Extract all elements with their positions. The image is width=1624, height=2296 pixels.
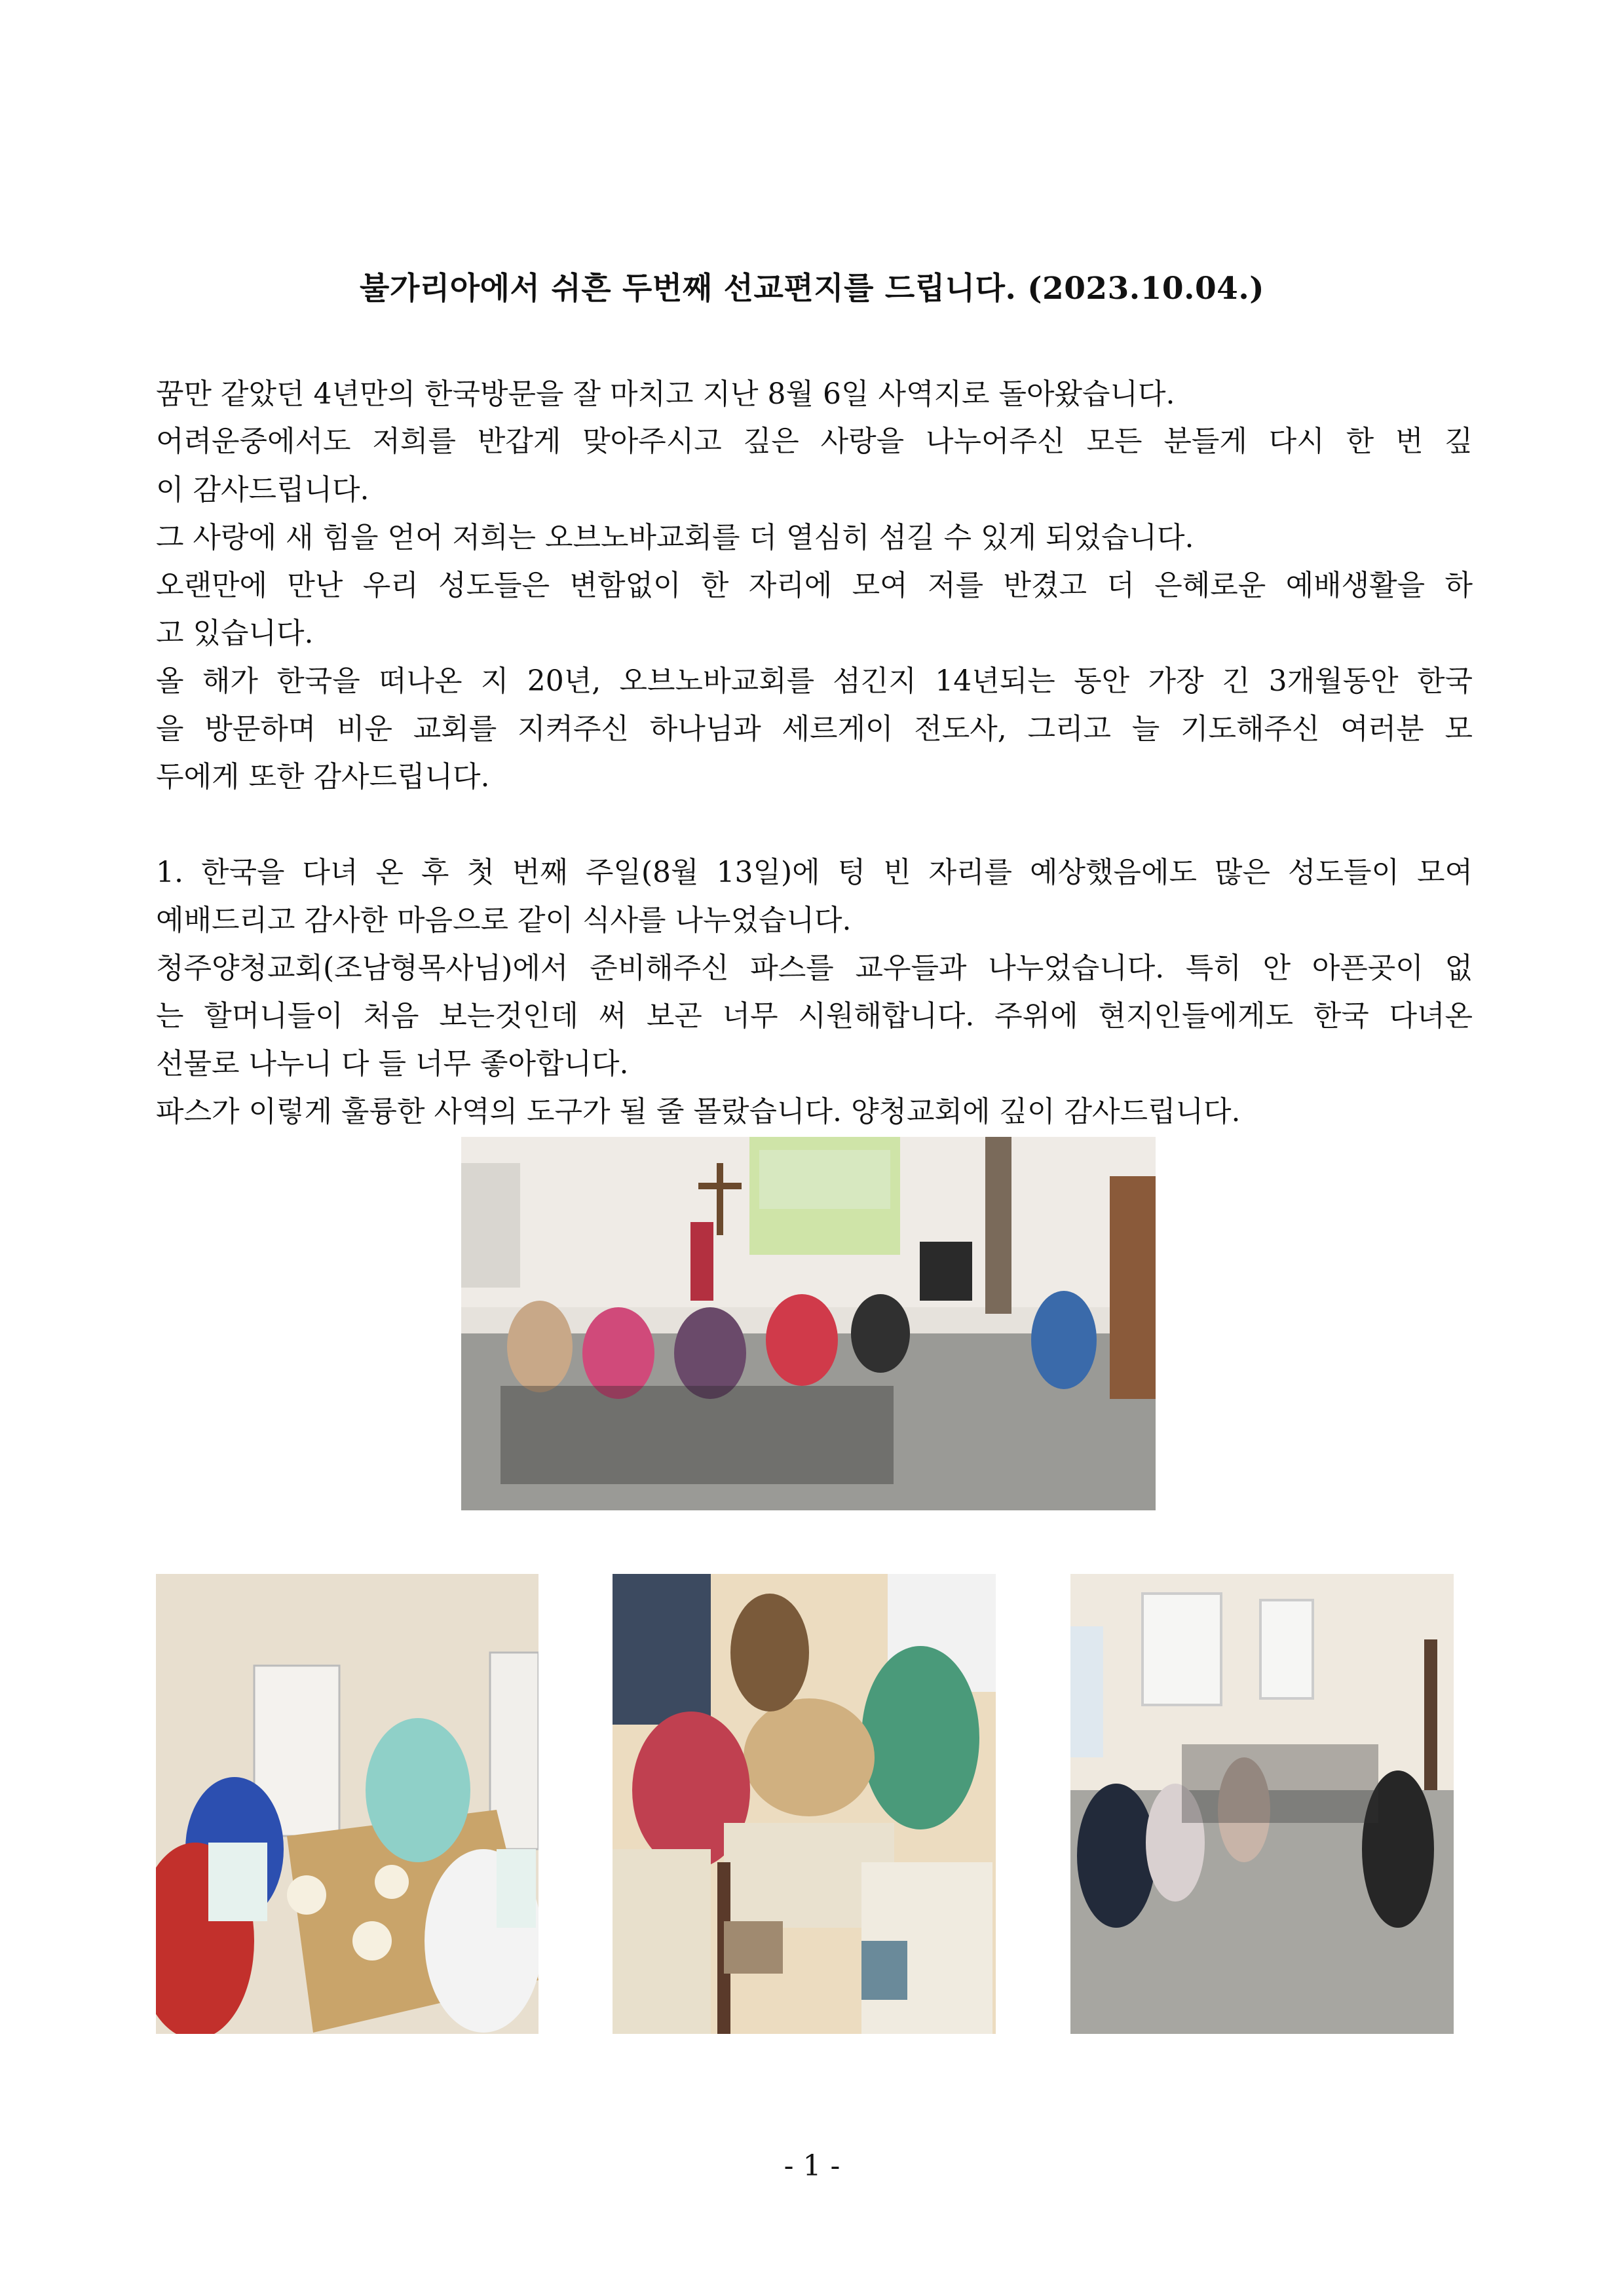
body-line: 예배드리고 감사한 마음으로 같이 식사를 나누었습니다. bbox=[156, 904, 852, 937]
body-line: 1. 한국을 다녀 온 후 첫 번째 주일(8월 13일)에 텅 빈 자리를 예상했음에도 많은 성도들이 모여 bbox=[156, 856, 1473, 889]
body-line: 올 해가 한국을 떠나온 지 20년, 오브노바교회를 섬긴지 14년되는 동안 가장 긴 3개월동안 한국 bbox=[156, 664, 1473, 698]
body-line: 선물로 나누니 다 들 너무 좋아합니다. bbox=[156, 1047, 629, 1081]
page-number: - 1 - bbox=[784, 2149, 840, 2183]
body-line: 청주양청교회(조남형목사님)에서 준비해주신 파스를 교우들과 나누었습니다. 특히 안 아픈곳이 없 bbox=[156, 951, 1473, 985]
body-line: 꿈만 같았던 4년만의 한국방문을 잘 마치고 지난 8월 6일 사역지로 돌아왔습니다. bbox=[156, 377, 1175, 411]
children-photo bbox=[1070, 1574, 1454, 2034]
body-line: 이 감사드립니다. bbox=[156, 473, 369, 507]
body-line: 그 사랑에 새 힘을 얻어 저희는 오브노바교회를 더 열심히 섬길 수 있게 되었습니다. bbox=[156, 521, 1194, 554]
body-line: 어려운중에서도 저희를 반갑게 맞아주시고 깊은 사랑을 나누어주신 모든 분들게 다시 한 번 깊 bbox=[156, 425, 1473, 458]
fellowship-photo bbox=[613, 1574, 996, 2034]
body-line: 을 방문하며 비운 교회를 지켜주신 하나님과 세르게이 전도사, 그리고 늘 기도해주신 여러분 모 bbox=[156, 712, 1473, 746]
shared-meal-photo bbox=[156, 1574, 538, 2034]
body-line: 고 있습니다. bbox=[156, 617, 314, 650]
worship-service-photo bbox=[461, 1137, 1156, 1510]
body-line: 두에게 또한 감사드립니다. bbox=[156, 760, 490, 794]
body-line: 는 할머니들이 처음 보는것인데 써 보곤 너무 시원해합니다. 주위에 현지인들에게도 한국 다녀온 bbox=[156, 999, 1473, 1033]
body-line: 파스가 이렇게 훌륭한 사역의 도구가 될 줄 몰랐습니다. 양청교회에 깊이 감사드립니다. bbox=[156, 1095, 1241, 1128]
letter-title: 불가리아에서 쉬흔 두번째 선교편지를 드립니다. (2023.10.04.) bbox=[360, 271, 1264, 307]
body-line: 오랜만에 만난 우리 성도들은 변함없이 한 자리에 모여 저를 반겼고 더 은혜로운 예배생활을 하 bbox=[156, 569, 1473, 602]
